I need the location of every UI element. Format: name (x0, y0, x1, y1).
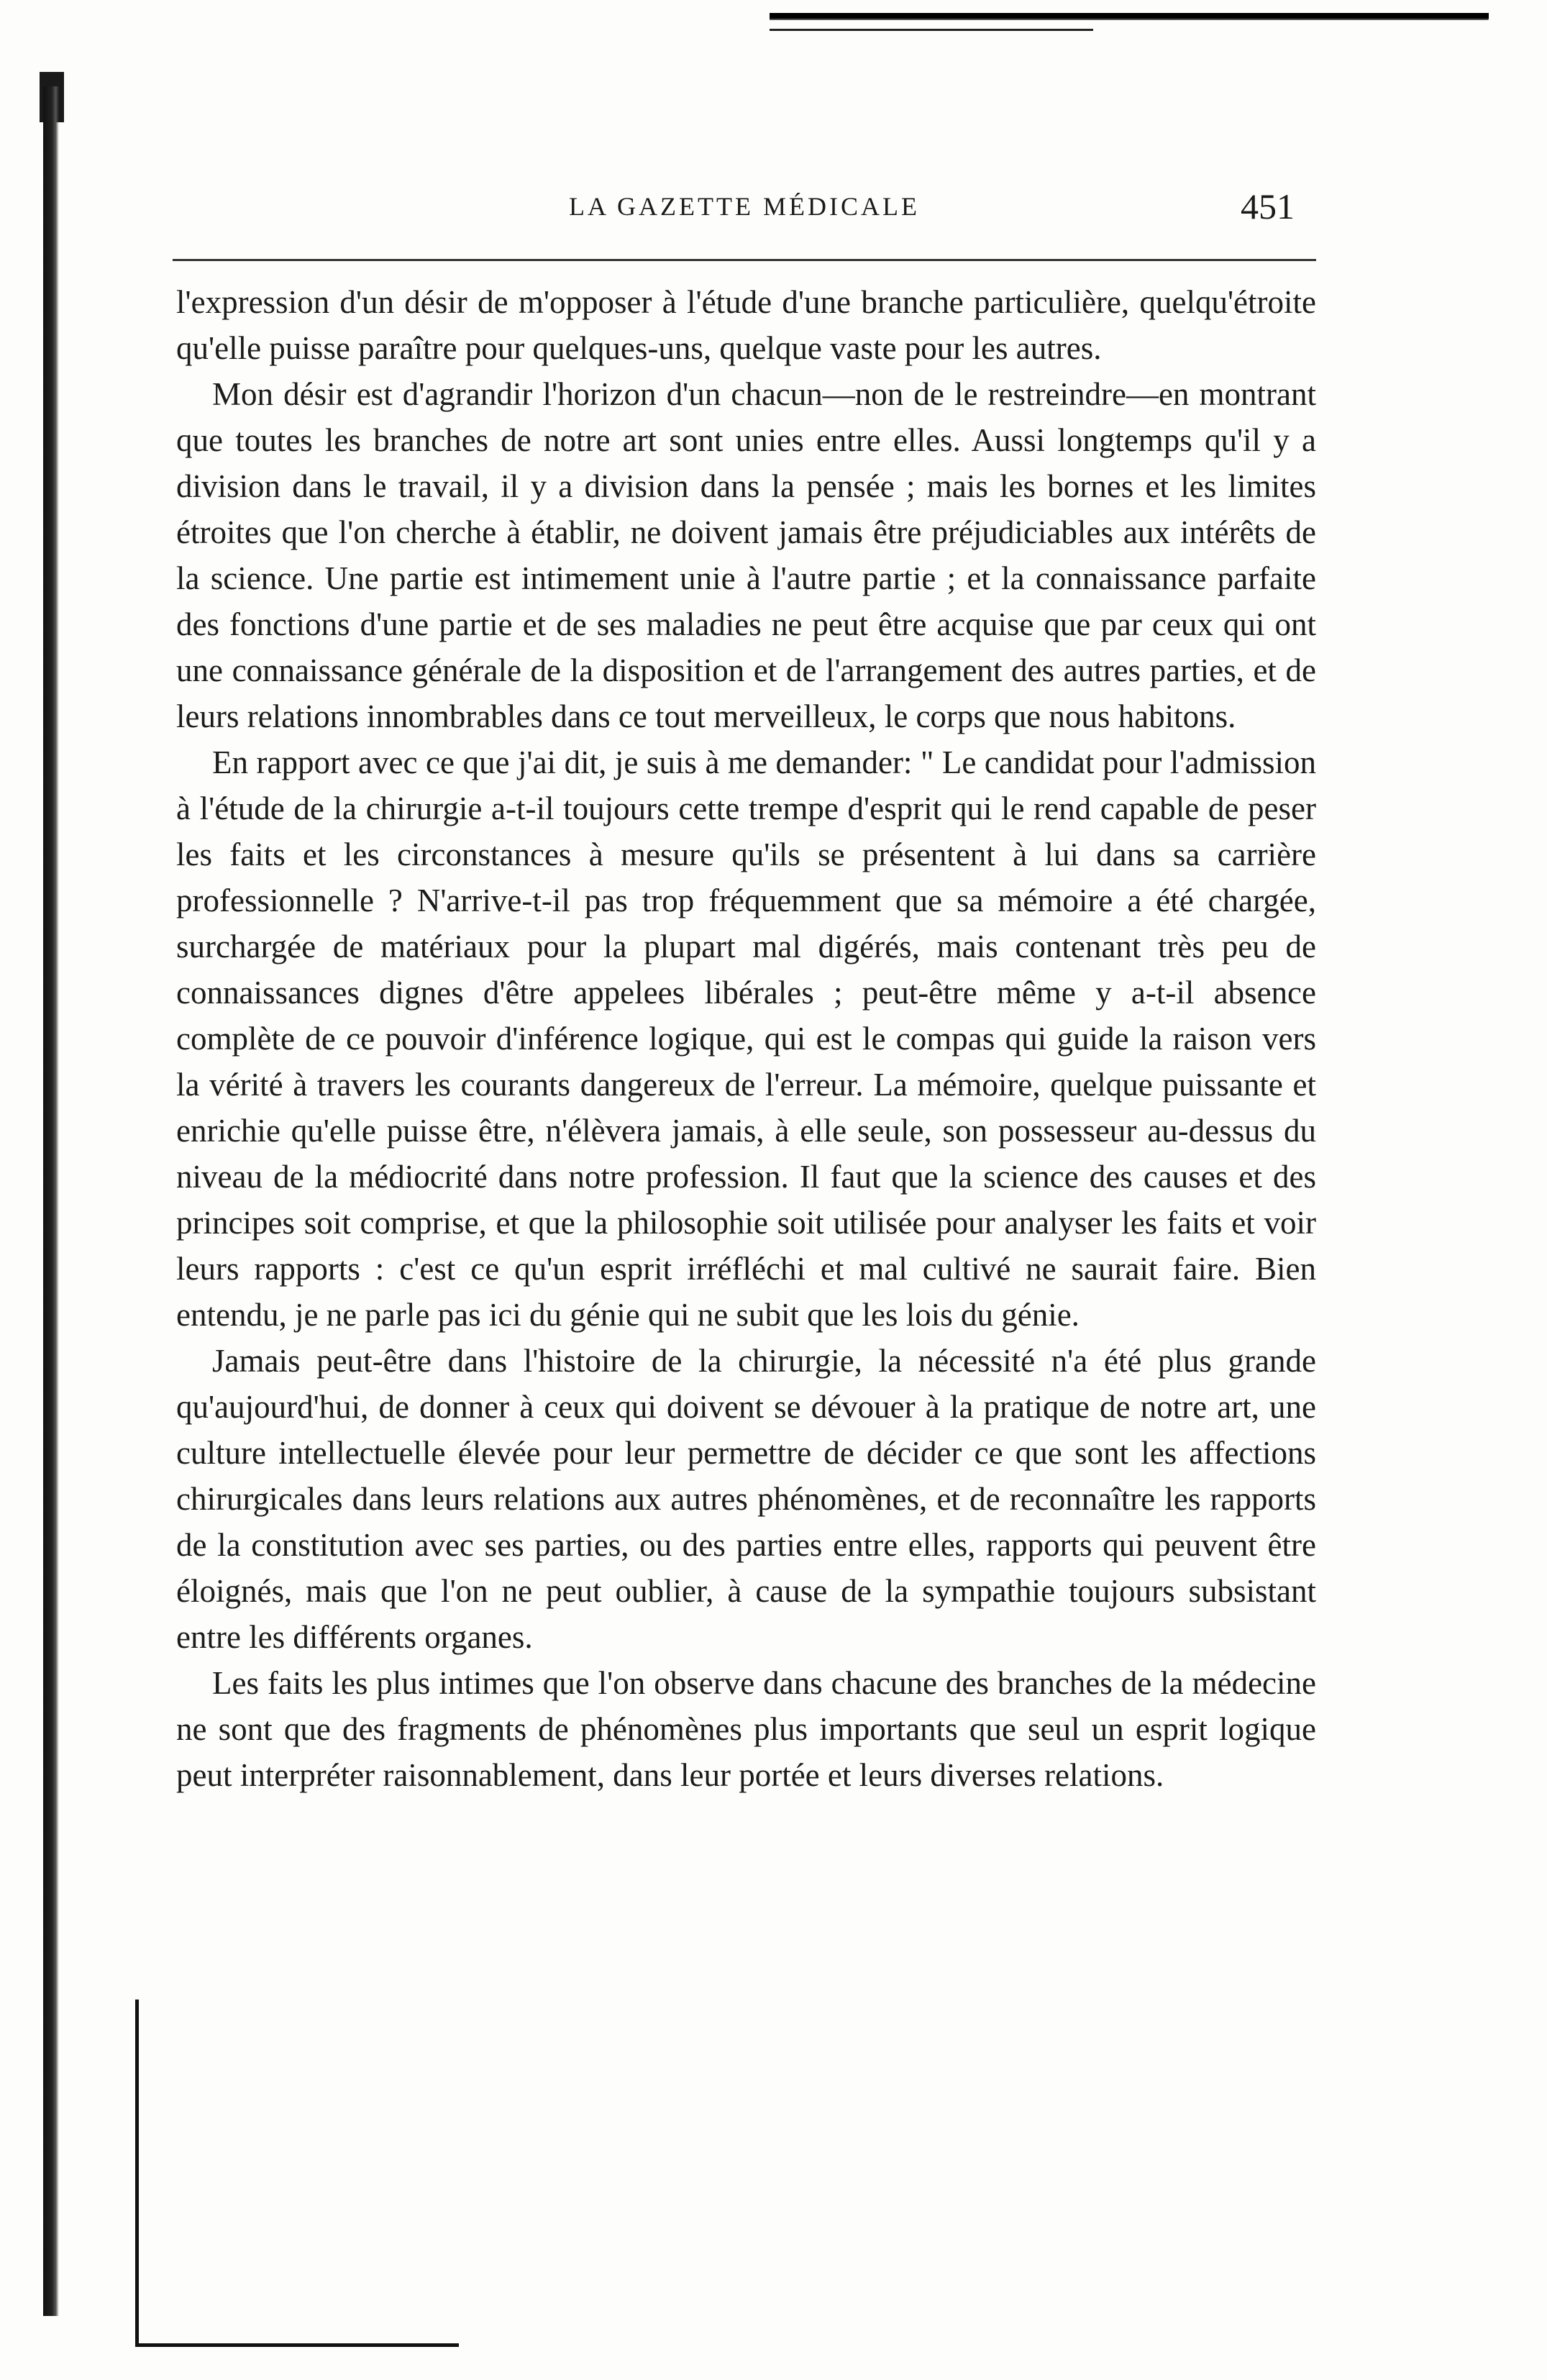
binding-shadow (43, 86, 59, 2316)
journal-title: LA GAZETTE MÉDICALE (569, 192, 920, 221)
scan-corner-vertical (135, 2000, 139, 2345)
paragraph-continued: l'expression d'un désir de m'opposer à l'étude d'une branche particulière, quelqu'étroite qu'elle puisse paraître pour quelques-uns, quelque vaste pour les autres. (176, 284, 1316, 366)
header-rule (173, 259, 1316, 261)
paragraph: Jamais peut-être dans l'histoire de la chirurgie, la nécessité n'a été plus grande qu'aujourd'hui, de donner à ceux qui doivent se dévouer à la pratique de notre art, une culture intellectuelle élevée pour leur permettre de décider ce que sont les affections chirurgicales dans leurs relations aux autres phénomènes, et de reconnaître les rapports de la constitution avec ses parties, ou des parties entre elles, rapports qui peuvent être éloignés, mais que l'on ne peut oublier, à cause de la sympathie toujours subsistant entre les différents organes. (176, 1343, 1316, 1655)
scan-edge-thin-rule (770, 29, 1093, 31)
body-text (176, 279, 1316, 1798)
running-header (180, 186, 1309, 236)
paragraph: En rapport avec ce que j'ai dit, je suis à me demander: " Le candidat pour l'admission à l'étude de la chirurgie a-t-il toujours cette trempe d'esprit qui le rend capable de peser les faits et les circonstances à mesure qu'ils se présentent à lui dans sa carrière professionnelle ? N'arrive-t-il pas trop fréquemment que sa mémoire a été chargée, surchargée de matériaux pour la plupart mal digérés, mais contenant très peu de connaissances dignes d'être appelees libérales ; peut-être même y a-t-il absence complète de ce pouvoir d'inférence logique, qui est le compas qui guide la raison vers la vérité à travers les courants dangereux de l'erreur. La mémoire, quelque puissante et enrichie qu'elle puisse être, n'élèvera jamais, à elle seule, son possesseur au-dessus du niveau de la médiocrité dans notre profession. Il faut que la science des causes et des principes soit comprise, et que la philosophie soit utilisée pour analyser les faits et voir leurs rapports : c'est ce qu'un esprit irréfléchi et mal cultivé ne saurait faire. Bien entendu, je ne parle pas ici du génie qui ne subit que les lois du génie. (176, 744, 1316, 1333)
scan-corner-horizontal (135, 2343, 459, 2347)
page-number: 451 (1241, 186, 1295, 227)
scan-edge-rule (770, 13, 1489, 20)
paragraph: Mon désir est d'agrandir l'horizon d'un chacun—non de le restreindre—en montrant que toutes les branches de notre art sont unies entre elles. Aussi longtemps qu'il y a division dans le travail, il y a division dans la pensée ; mais les bornes et les limites étroites que l'on cherche à établir, ne doivent jamais être préjudiciables aux intérêts de la science. Une partie est intimement unie à l'autre partie ; et la connaissance parfaite des fonctions d'une partie et de ses maladies ne peut être acquise que par ceux qui ont une connaissance générale de la disposition et de l'arrangement des autres parties, et de leurs relations innombrables dans ce tout merveilleux, le corps que nous habitons. (176, 376, 1316, 734)
paragraph: Les faits les plus intimes que l'on observe dans chacune des branches de la médecine ne sont que des fragments de phénomènes plus importants que seul un esprit logique peut interpréter raisonnablement, dans leur portée et leurs diverses relations. (176, 1665, 1316, 1793)
